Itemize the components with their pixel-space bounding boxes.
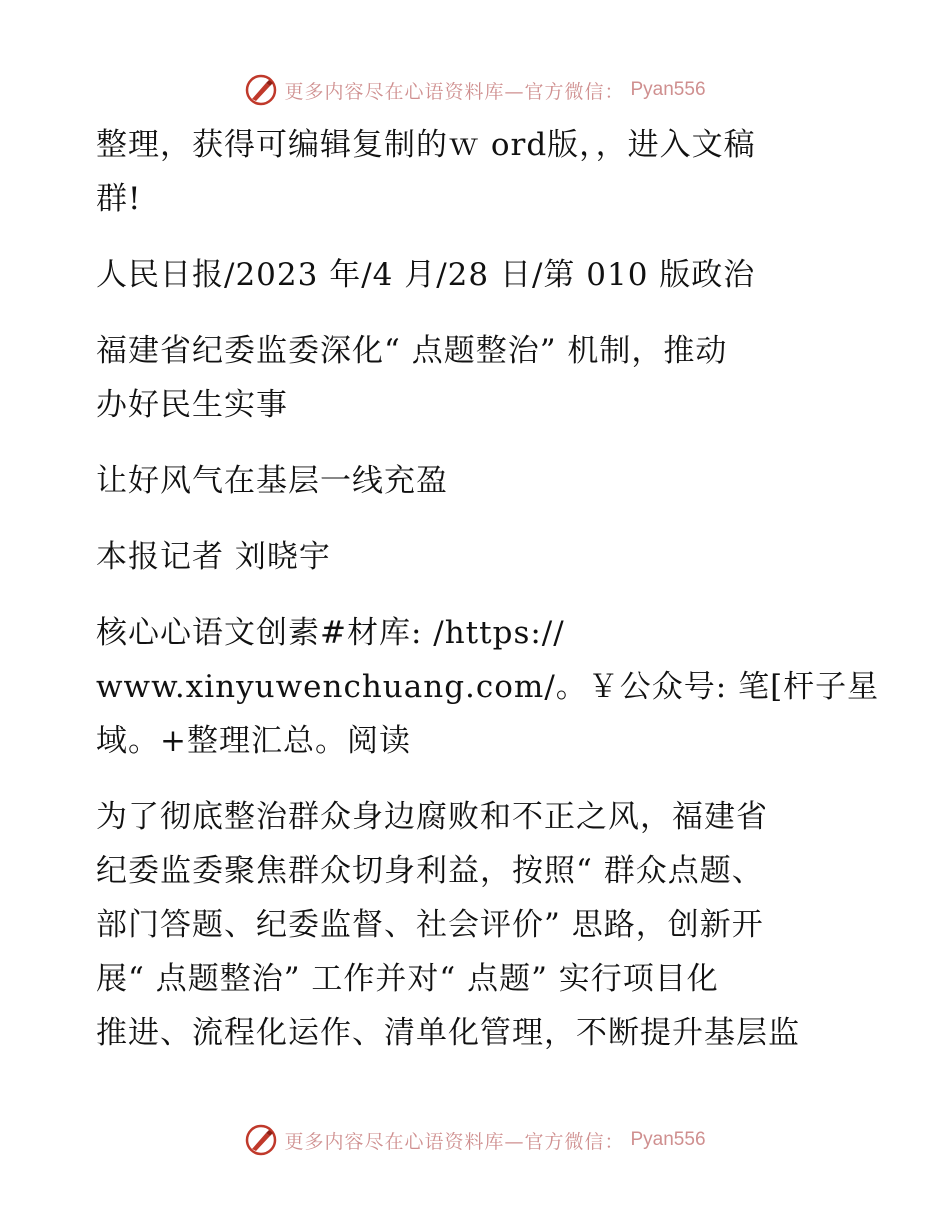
text-line: 整理，获得可编辑复制的ｗ ord版，，进入文稿 xyxy=(96,127,756,163)
text-line: 本报记者 刘晓宇 xyxy=(96,539,331,575)
paragraph-title xyxy=(96,454,856,508)
text-line: 推进、流程化运作、清单化管理，不断提升基层监 xyxy=(96,1015,800,1051)
footer-watermark xyxy=(0,1120,950,1160)
header-watermark xyxy=(0,70,950,110)
watermark-wechat-id: Pyan556 xyxy=(630,1129,706,1150)
paragraph-promo xyxy=(96,606,880,768)
watermark-text: 更多内容尽在心语资料库—官方微信： xyxy=(284,1130,625,1153)
text-line: 域。+整理汇总。阅读 xyxy=(96,723,411,759)
paragraph-source xyxy=(96,248,856,302)
text-line: 让好风气在基层一线充盈 xyxy=(96,463,448,499)
text-line: 福建省纪委监委深化“ 点题整治” 机制，推动 xyxy=(96,333,728,369)
text-line: 办好民生实事 xyxy=(96,387,288,423)
text-line: 核心心语文创素#材库: /https:// xyxy=(96,615,565,651)
text-line: 展“ 点题整治” 工作并对“ 点题” 实行项目化 xyxy=(96,961,719,997)
text-line: www.xinyuwenchuang.com/。￥公众号: 笔[杆子星 xyxy=(96,669,880,705)
document-body xyxy=(96,118,880,1082)
text-line: 纪委监委聚焦群众切身利益，按照“ 群众点题、 xyxy=(96,853,764,889)
paragraph-body xyxy=(96,790,856,1060)
text-line: 部门答题、纪委监督、社会评价” 思路，创新开 xyxy=(96,907,764,943)
text-line: 人民日报/2023 年/4 月/28 日/第 010 版政治 xyxy=(96,257,756,293)
paragraph-intro xyxy=(96,118,856,226)
watermark-wechat-id: Pyan556 xyxy=(630,79,706,100)
paragraph-byline xyxy=(96,530,856,584)
text-line: 群! xyxy=(96,181,142,217)
text-line: 为了彻底整治群众身边腐败和不正之风，福建省 xyxy=(96,799,768,835)
pen-logo-icon xyxy=(244,1123,278,1157)
watermark-text: 更多内容尽在心语资料库—官方微信： xyxy=(284,80,625,103)
paragraph-headline xyxy=(96,324,856,432)
pen-logo-icon xyxy=(244,73,278,107)
